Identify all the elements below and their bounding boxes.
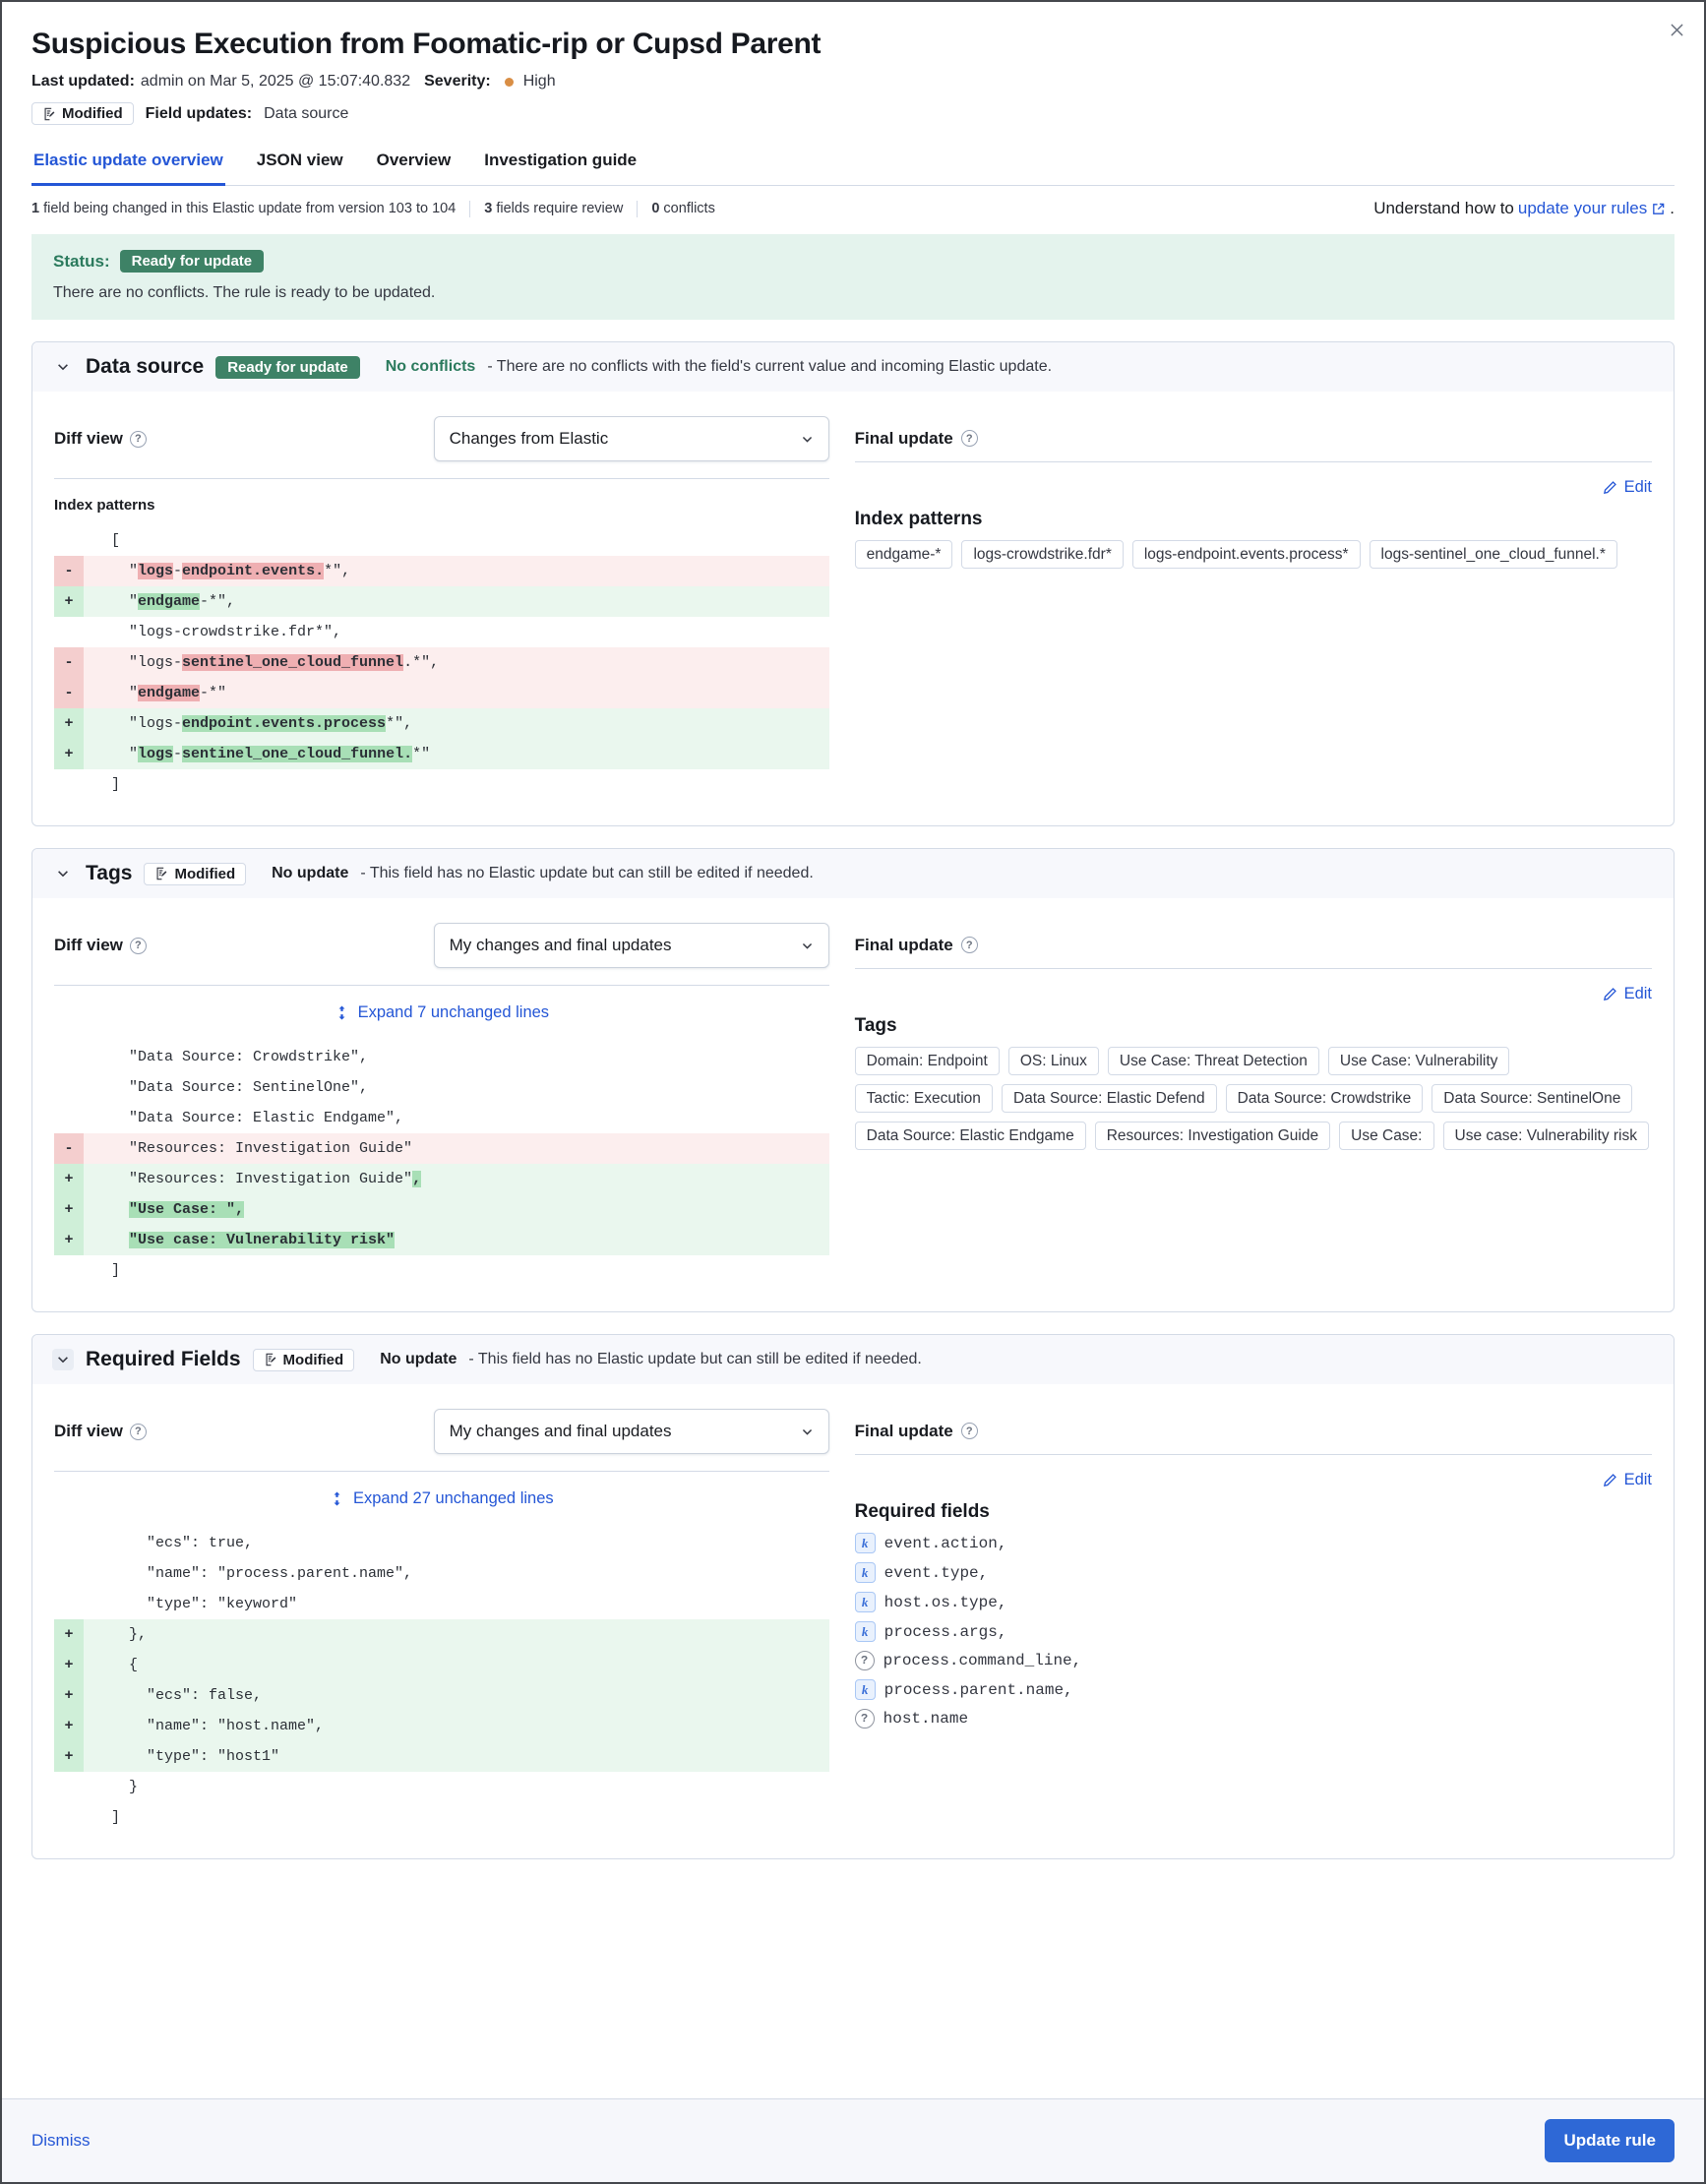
update-summary-row [31, 186, 1675, 230]
modified-badge-label: Modified [174, 865, 236, 882]
last-updated-value: admin on Mar 5, 2025 @ 15:07:40.832 [140, 73, 411, 90]
modified-badge [31, 102, 134, 125]
diff-line [54, 1772, 829, 1802]
diff-gutter: + [54, 1619, 84, 1650]
chevron-down-icon [801, 940, 814, 952]
divider [637, 201, 638, 217]
diff-gutter [54, 1802, 84, 1833]
field-name: event.action, [883, 1534, 1007, 1552]
diff-text: "endgame-*", [93, 593, 236, 610]
diff-text: ] [93, 776, 121, 793]
value-badge: Resources: Investigation Guide [1095, 1122, 1330, 1150]
diff-text: "Data Source: SentinelOne", [93, 1079, 369, 1096]
field-name: host.os.type, [883, 1593, 1007, 1611]
diff-text: "ecs": false, [93, 1687, 263, 1704]
divider [469, 201, 470, 217]
diff-gutter [54, 1042, 84, 1072]
required-field-row [855, 1651, 1652, 1670]
diff-view-select[interactable] [434, 416, 829, 461]
chevron-down-icon [801, 433, 814, 446]
required-field-row [855, 1533, 1652, 1553]
diff-gutter [54, 1072, 84, 1103]
diff-gutter [54, 1772, 84, 1802]
required-field-row [855, 1562, 1652, 1583]
value-badge: Data Source: Crowdstrike [1226, 1084, 1424, 1113]
summary-item: 3 fields require review [484, 201, 624, 216]
chevron-down-icon[interactable] [52, 356, 74, 378]
diff-text: "Resources: Investigation Guide" [93, 1140, 413, 1157]
help-line [1373, 199, 1675, 218]
keyword-type-icon: k [855, 1533, 876, 1553]
diff-gutter [54, 1103, 84, 1133]
diff-text: "Data Source: Elastic Endgame", [93, 1110, 404, 1126]
modified-badge-label: Modified [62, 105, 123, 122]
diff-text: "logs-sentinel_one_cloud_funnel.*" [93, 746, 431, 762]
ready-for-update-badge: Ready for update [215, 356, 360, 379]
diff-line [54, 1225, 829, 1255]
expand-unchanged-lines-link[interactable]: Expand 7 unchanged lines [54, 1003, 829, 1022]
diff-line [54, 586, 829, 617]
diff-view-selected-value: My changes and final updates [449, 1422, 672, 1440]
diff-gutter: + [54, 708, 84, 739]
tags-body [32, 898, 1674, 1311]
diff-line [54, 1528, 829, 1558]
summary-item: 1 field being changed in this Elastic update from version 103 to 104 [31, 201, 457, 216]
tab-overview[interactable]: Overview [376, 151, 452, 169]
diff-view-label: Diff view ? [54, 429, 147, 449]
diff-gutter: + [54, 1650, 84, 1680]
diff-line [54, 678, 829, 708]
tags-badges [855, 1047, 1652, 1150]
diff-text: "endgame-*" [93, 685, 227, 701]
help-icon[interactable]: ? [130, 1424, 147, 1440]
page-title: Suspicious Execution from Foomatic-rip or Cupsd Parent [31, 28, 822, 60]
required-field-row [855, 1709, 1652, 1729]
diff-gutter: + [54, 1741, 84, 1772]
diff-text: ] [93, 1262, 121, 1279]
diff-gutter: + [54, 1225, 84, 1255]
diff-gutter [54, 617, 84, 647]
data-source-body [32, 392, 1674, 825]
diff-gutter [54, 769, 84, 800]
diff-line [54, 1255, 829, 1286]
diff-line [54, 1042, 829, 1072]
diff-text: { [93, 1657, 139, 1673]
rule-meta [31, 73, 1675, 91]
diff-gutter: + [54, 739, 84, 769]
diff-gutter: - [54, 1133, 84, 1164]
chevron-down-icon[interactable] [52, 863, 74, 884]
flyout-footer [2, 2098, 1704, 2182]
diff-line [54, 647, 829, 678]
conflict-status: No conflicts [385, 358, 476, 375]
value-badge: Use Case: [1339, 1122, 1433, 1150]
expand-icon [330, 1491, 344, 1506]
external-link-icon [1651, 202, 1666, 216]
diff-text: "Data Source: Crowdstrike", [93, 1049, 369, 1065]
required-field-row [855, 1621, 1652, 1642]
help-icon[interactable]: ? [130, 938, 147, 954]
diff-text: } [93, 1779, 139, 1795]
required-field-row [855, 1592, 1652, 1612]
value-badge: endgame-* [855, 540, 953, 569]
tab-elastic-update-overview[interactable]: Elastic update overview [31, 145, 225, 186]
help-icon[interactable]: ? [961, 430, 978, 447]
tab-bar [31, 145, 1675, 186]
pencil-icon [1603, 1473, 1617, 1487]
field-updates-label: Field updates: [145, 104, 253, 122]
value-badge: Use Case: Threat Detection [1108, 1047, 1319, 1075]
diff-text: "type": "keyword" [93, 1596, 298, 1612]
diff-text: "logs-crowdstrike.fdr*", [93, 624, 342, 640]
required-fields-body [32, 1384, 1674, 1858]
final-update-label: Final update ? [855, 922, 1652, 969]
diff-gutter: - [54, 647, 84, 678]
diff-view-label: Diff view ? [54, 1422, 147, 1441]
diff-gutter [54, 525, 84, 556]
badge-row [31, 102, 1675, 125]
close-icon[interactable] [1666, 16, 1688, 41]
keyword-type-icon: k [855, 1679, 876, 1700]
help-icon[interactable]: ? [961, 1423, 978, 1439]
modified-badge-label: Modified [282, 1351, 344, 1368]
value-badge: Tactic: Execution [855, 1084, 993, 1113]
final-update-label: Final update ? [855, 415, 1652, 462]
help-suffix: . [1670, 199, 1675, 217]
status-label: Status: [53, 251, 110, 271]
diff-gutter [54, 1558, 84, 1589]
pencil-icon [1603, 987, 1617, 1001]
required-fields-list [855, 1533, 1652, 1729]
keyword-type-icon: k [855, 1621, 876, 1642]
diff-line [54, 769, 829, 800]
document-edit-icon [42, 107, 56, 121]
value-badge: Use Case: Vulnerability [1328, 1047, 1510, 1075]
final-value-title: Required fields [854, 1501, 990, 1522]
help-icon[interactable]: ? [961, 937, 978, 953]
severity-high-dot-icon [505, 78, 514, 87]
diff-gutter: + [54, 586, 84, 617]
value-badge: logs-crowdstrike.fdr* [961, 540, 1123, 569]
diff-gutter: + [54, 1680, 84, 1711]
diff-text: "name": "process.parent.name", [93, 1565, 413, 1582]
section-title: Data source [86, 355, 205, 378]
value-badge: Data Source: SentinelOne [1432, 1084, 1632, 1113]
modified-badge [253, 1349, 355, 1371]
unknown-type-icon: ? [855, 1651, 875, 1670]
diff-line [54, 1589, 829, 1619]
final-value-title: Index patterns [854, 509, 983, 529]
diff-gutter: - [54, 678, 84, 708]
diff-view-selected-value: Changes from Elastic [449, 429, 609, 448]
diff-text: "Use case: Vulnerability risk" [129, 1232, 396, 1248]
update-status: No update [380, 1351, 457, 1367]
diff-line [54, 1680, 829, 1711]
severity-label: Severity: [424, 73, 491, 90]
diff-line [54, 1164, 829, 1194]
section-tags [31, 848, 1675, 1312]
summary-item: 0 conflicts [651, 201, 715, 216]
status-message: There are no conflicts. The rule is ready to be updated. [53, 284, 436, 301]
update-your-rules-link[interactable]: update your rules [1517, 199, 1648, 217]
value-badge: Use case: Vulnerability risk [1443, 1122, 1650, 1150]
diff-line [54, 1103, 829, 1133]
diff-line [54, 617, 829, 647]
dismiss-button[interactable]: Dismiss [31, 2131, 91, 2150]
update-status-desc: - This field has no Elastic update but can still be edited if needed. [360, 865, 814, 881]
diff-gutter [54, 1528, 84, 1558]
expand-unchanged-lines-link[interactable]: Expand 27 unchanged lines [54, 1489, 829, 1508]
chevron-down-icon[interactable] [52, 1349, 74, 1370]
index-patterns-badges [855, 540, 1652, 569]
update-status-desc: - This field has no Elastic update but can still be edited if needed. [468, 1351, 922, 1367]
diff-line [54, 1711, 829, 1741]
modified-badge [144, 863, 246, 885]
diff-line [54, 1741, 829, 1772]
diff-text: "ecs": true, [93, 1535, 254, 1551]
flyout-content [2, 2, 1704, 2098]
update-counts [31, 201, 715, 217]
edit-button[interactable]: Edit [1603, 478, 1652, 497]
diff-line [54, 525, 829, 556]
section-required-fields [31, 1334, 1675, 1859]
chevron-down-icon [801, 1426, 814, 1438]
expand-icon [335, 1005, 349, 1020]
diff-line [54, 1194, 829, 1225]
severity-value: High [522, 73, 556, 90]
edit-button[interactable]: Edit [1603, 985, 1652, 1003]
diff-line [54, 708, 829, 739]
final-update-label: Final update ? [855, 1408, 1652, 1455]
diff-text: ] [93, 1809, 121, 1826]
keyword-type-icon: k [855, 1562, 876, 1583]
document-edit-icon [264, 1353, 277, 1366]
diff-text: [ [93, 532, 121, 549]
conflict-status-desc: - There are no conflicts with the field's current value and incoming Elastic update. [487, 358, 1053, 375]
unknown-type-icon: ? [855, 1709, 875, 1729]
field-name: host.name [883, 1710, 969, 1728]
diff-line [54, 1072, 829, 1103]
help-prefix: Understand how to [1373, 199, 1514, 217]
field-name: process.args, [883, 1622, 1007, 1641]
diff-text: "logs-sentinel_one_cloud_funnel.*", [93, 654, 440, 671]
document-edit-icon [154, 867, 168, 880]
diff-view-label: Diff view ? [54, 936, 147, 955]
required-field-row [855, 1679, 1652, 1700]
section-title: Tags [86, 862, 133, 884]
diff-gutter: + [54, 1194, 84, 1225]
section-data-source [31, 341, 1675, 826]
diff-view-selected-value: My changes and final updates [449, 936, 672, 954]
section-title: Required Fields [86, 1348, 241, 1370]
diff-text: "name": "host.name", [93, 1718, 325, 1734]
value-badge: Data Source: Elastic Endgame [855, 1122, 1086, 1150]
value-badge: logs-sentinel_one_cloud_funnel.* [1370, 540, 1617, 569]
pencil-icon [1603, 480, 1617, 495]
diff-gutter: + [54, 1164, 84, 1194]
diff-line [54, 1558, 829, 1589]
status-banner [31, 234, 1675, 320]
value-badge: OS: Linux [1008, 1047, 1099, 1075]
diff-gutter [54, 1255, 84, 1286]
diff-field-label: Index patterns [54, 497, 155, 514]
diff-line [54, 556, 829, 586]
diff-gutter: - [54, 556, 84, 586]
edit-button[interactable]: Edit [1603, 1471, 1652, 1489]
data-source-diff [54, 525, 829, 800]
diff-text: "type": "host1" [93, 1748, 280, 1765]
diff-text: "logs-endpoint.events.process*", [93, 715, 413, 732]
diff-gutter: + [54, 1711, 84, 1741]
update-rule-button[interactable]: Update rule [1545, 2119, 1675, 2162]
diff-line [54, 1802, 829, 1833]
final-value-title: Tags [854, 1015, 897, 1036]
required-fields-diff [54, 1528, 829, 1833]
field-name: event.type, [883, 1563, 989, 1582]
diff-text: }, [93, 1626, 148, 1643]
field-name: process.command_line, [883, 1652, 1082, 1669]
update-status: No update [272, 865, 349, 881]
value-badge: Data Source: Elastic Defend [1002, 1084, 1217, 1113]
tags-header [32, 849, 1674, 898]
diff-view-select[interactable] [434, 1409, 829, 1454]
diff-line [54, 739, 829, 769]
value-badge: Domain: Endpoint [855, 1047, 1000, 1075]
field-name: process.parent.name, [883, 1680, 1073, 1699]
diff-view-select[interactable] [434, 923, 829, 968]
data-source-header [32, 342, 1674, 392]
keyword-type-icon: k [855, 1592, 876, 1612]
diff-line [54, 1133, 829, 1164]
tab-investigation-guide[interactable]: Investigation guide [484, 151, 638, 169]
diff-text: "Resources: Investigation Guide", [93, 1171, 422, 1187]
diff-text: "logs-endpoint.events.*", [93, 563, 351, 579]
help-icon[interactable]: ? [130, 431, 147, 448]
tags-diff [54, 1042, 829, 1286]
tab-json-view[interactable]: JSON view [256, 151, 343, 169]
diff-line [54, 1650, 829, 1680]
required-fields-header [32, 1335, 1674, 1384]
value-badge: logs-endpoint.events.process* [1132, 540, 1361, 569]
last-updated-label: Last updated: [31, 73, 135, 90]
field-updates-value: Data source [264, 104, 349, 122]
diff-line [54, 1619, 829, 1650]
diff-text: "Use Case: ", [129, 1201, 245, 1218]
ready-for-update-badge: Ready for update [120, 250, 265, 273]
diff-gutter [54, 1589, 84, 1619]
